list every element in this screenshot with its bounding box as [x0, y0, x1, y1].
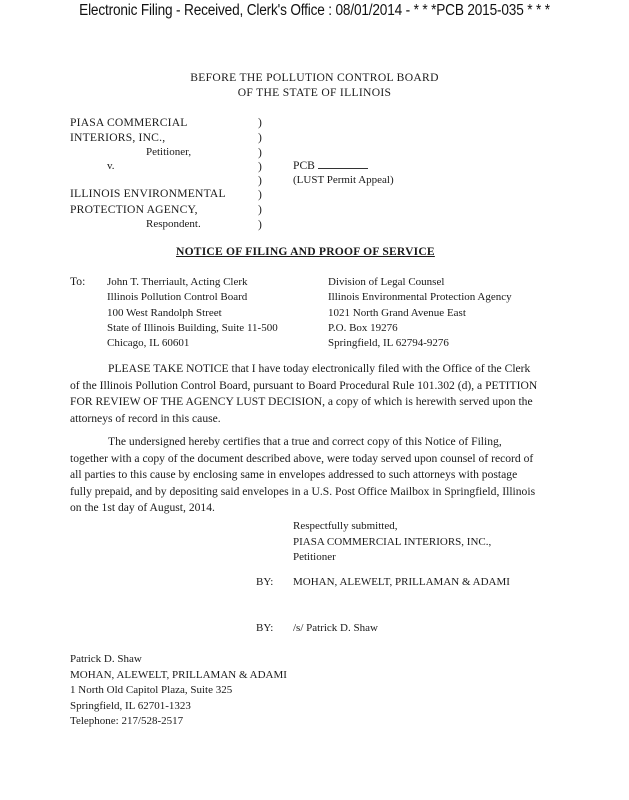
attorney-contact-block	[70, 652, 287, 730]
recipient-agency-line: 1021 North Grand Avenue East	[328, 306, 466, 319]
recipient-clerk-line: State of Illinois Building, Suite 11-500	[107, 321, 278, 334]
board-heading-line1: BEFORE THE POLLUTION CONTROL BOARD	[190, 71, 439, 84]
recipient-clerk-line: Chicago, IL 60601	[107, 337, 190, 350]
case-number-blank	[318, 158, 368, 169]
recipient-agency-line: Division of Legal Counsel	[328, 276, 445, 288]
petitioner-name-line2: INTERIORS, INC.,	[70, 131, 166, 144]
recipient-agency-line: Illinois Environmental Protection Agency	[328, 291, 512, 304]
notice-paragraph	[70, 361, 540, 427]
by-firm-name: MOHAN, ALEWELT, PRILLAMAN & ADAMI	[293, 576, 510, 588]
notice-paragraph-text: PLEASE TAKE NOTICE that I have today electronically filed with the Office of the Clerk of the Illinois Pollution Control Board, pursuant to Board Procedural Rule 101.302 (d), a PETITION FOR REVIEW OF THE AGENCY LUST DECISION, a copy of which is herewith served upon the attorneys of record in this cause.	[70, 362, 538, 425]
caption-paren: )	[258, 174, 262, 187]
versus-label: v.	[107, 160, 115, 172]
recipient-clerk-line: John T. Therriault, Acting Clerk	[107, 276, 248, 288]
respondent-name-line1: ILLINOIS ENVIRONMENTAL	[70, 187, 226, 200]
filing-stamp: Electronic Filing - Received, Clerk's Office : 08/01/2014 - * * *PCB 2015-035 * * *	[79, 2, 550, 19]
recipient-agency	[328, 275, 512, 351]
closing-role: Petitioner	[293, 551, 336, 563]
caption-paren: )	[258, 146, 262, 159]
caption-paren: )	[258, 131, 262, 144]
attorney-line: Telephone: 217/528-2517	[70, 715, 184, 727]
caption-paren: )	[258, 188, 262, 201]
caption-paren: )	[258, 116, 262, 129]
case-number-label	[293, 158, 368, 172]
attorney-line: Patrick D. Shaw	[70, 653, 142, 665]
caption-paren: )	[258, 218, 262, 231]
attorney-line: Springfield, IL 62701-1323	[70, 699, 191, 712]
electronic-signature: /s/ Patrick D. Shaw	[293, 622, 378, 634]
recipient-clerk-line: Illinois Pollution Control Board	[107, 291, 248, 304]
recipient-agency-line: P.O. Box 19276	[328, 321, 398, 334]
closing-line: Respectfully submitted,	[293, 520, 398, 532]
caption-paren: )	[258, 160, 262, 173]
by-label-firm: BY:	[256, 576, 274, 588]
by-label-signature: BY:	[256, 622, 274, 634]
certification-paragraph	[70, 434, 540, 517]
certification-paragraph-text: The undersigned hereby certifies that a true and correct copy of this Notice of Filing, together with a copy of the document described above, were today served upon counsel of record of all parties to this cause by enclosing same in envelopes addressed to such attorneys with postage fully prepaid, and by depositing said envelopes in a U.S. Post Office Mailbox in Springfield, Illinois on the 1st day of August, 2014.	[70, 435, 536, 514]
notice-title: NOTICE OF FILING AND PROOF OF SERVICE	[176, 245, 435, 258]
closing-block	[293, 519, 491, 566]
petitioner-role: Petitioner,	[146, 146, 192, 158]
to-label: To:	[70, 275, 86, 288]
attorney-line: MOHAN, ALEWELT, PRILLAMAN & ADAMI	[70, 668, 287, 681]
case-type: (LUST Permit Appeal)	[293, 174, 394, 186]
recipient-clerk	[107, 275, 278, 351]
case-number-prefix: PCB	[293, 159, 315, 172]
caption-paren: )	[258, 203, 262, 216]
respondent-name-line2: PROTECTION AGENCY,	[70, 203, 198, 216]
board-heading-line2: OF THE STATE OF ILLINOIS	[237, 86, 392, 99]
petitioner-name-line1: PIASA COMMERCIAL	[70, 116, 188, 129]
recipient-clerk-line: 100 West Randolph Street	[107, 306, 222, 319]
closing-party: PIASA COMMERCIAL INTERIORS, INC.,	[293, 535, 492, 548]
attorney-line: 1 North Old Capitol Plaza, Suite 325	[70, 684, 233, 696]
recipient-agency-line: Springfield, IL 62794-9276	[328, 337, 449, 350]
respondent-role: Respondent.	[146, 218, 201, 230]
